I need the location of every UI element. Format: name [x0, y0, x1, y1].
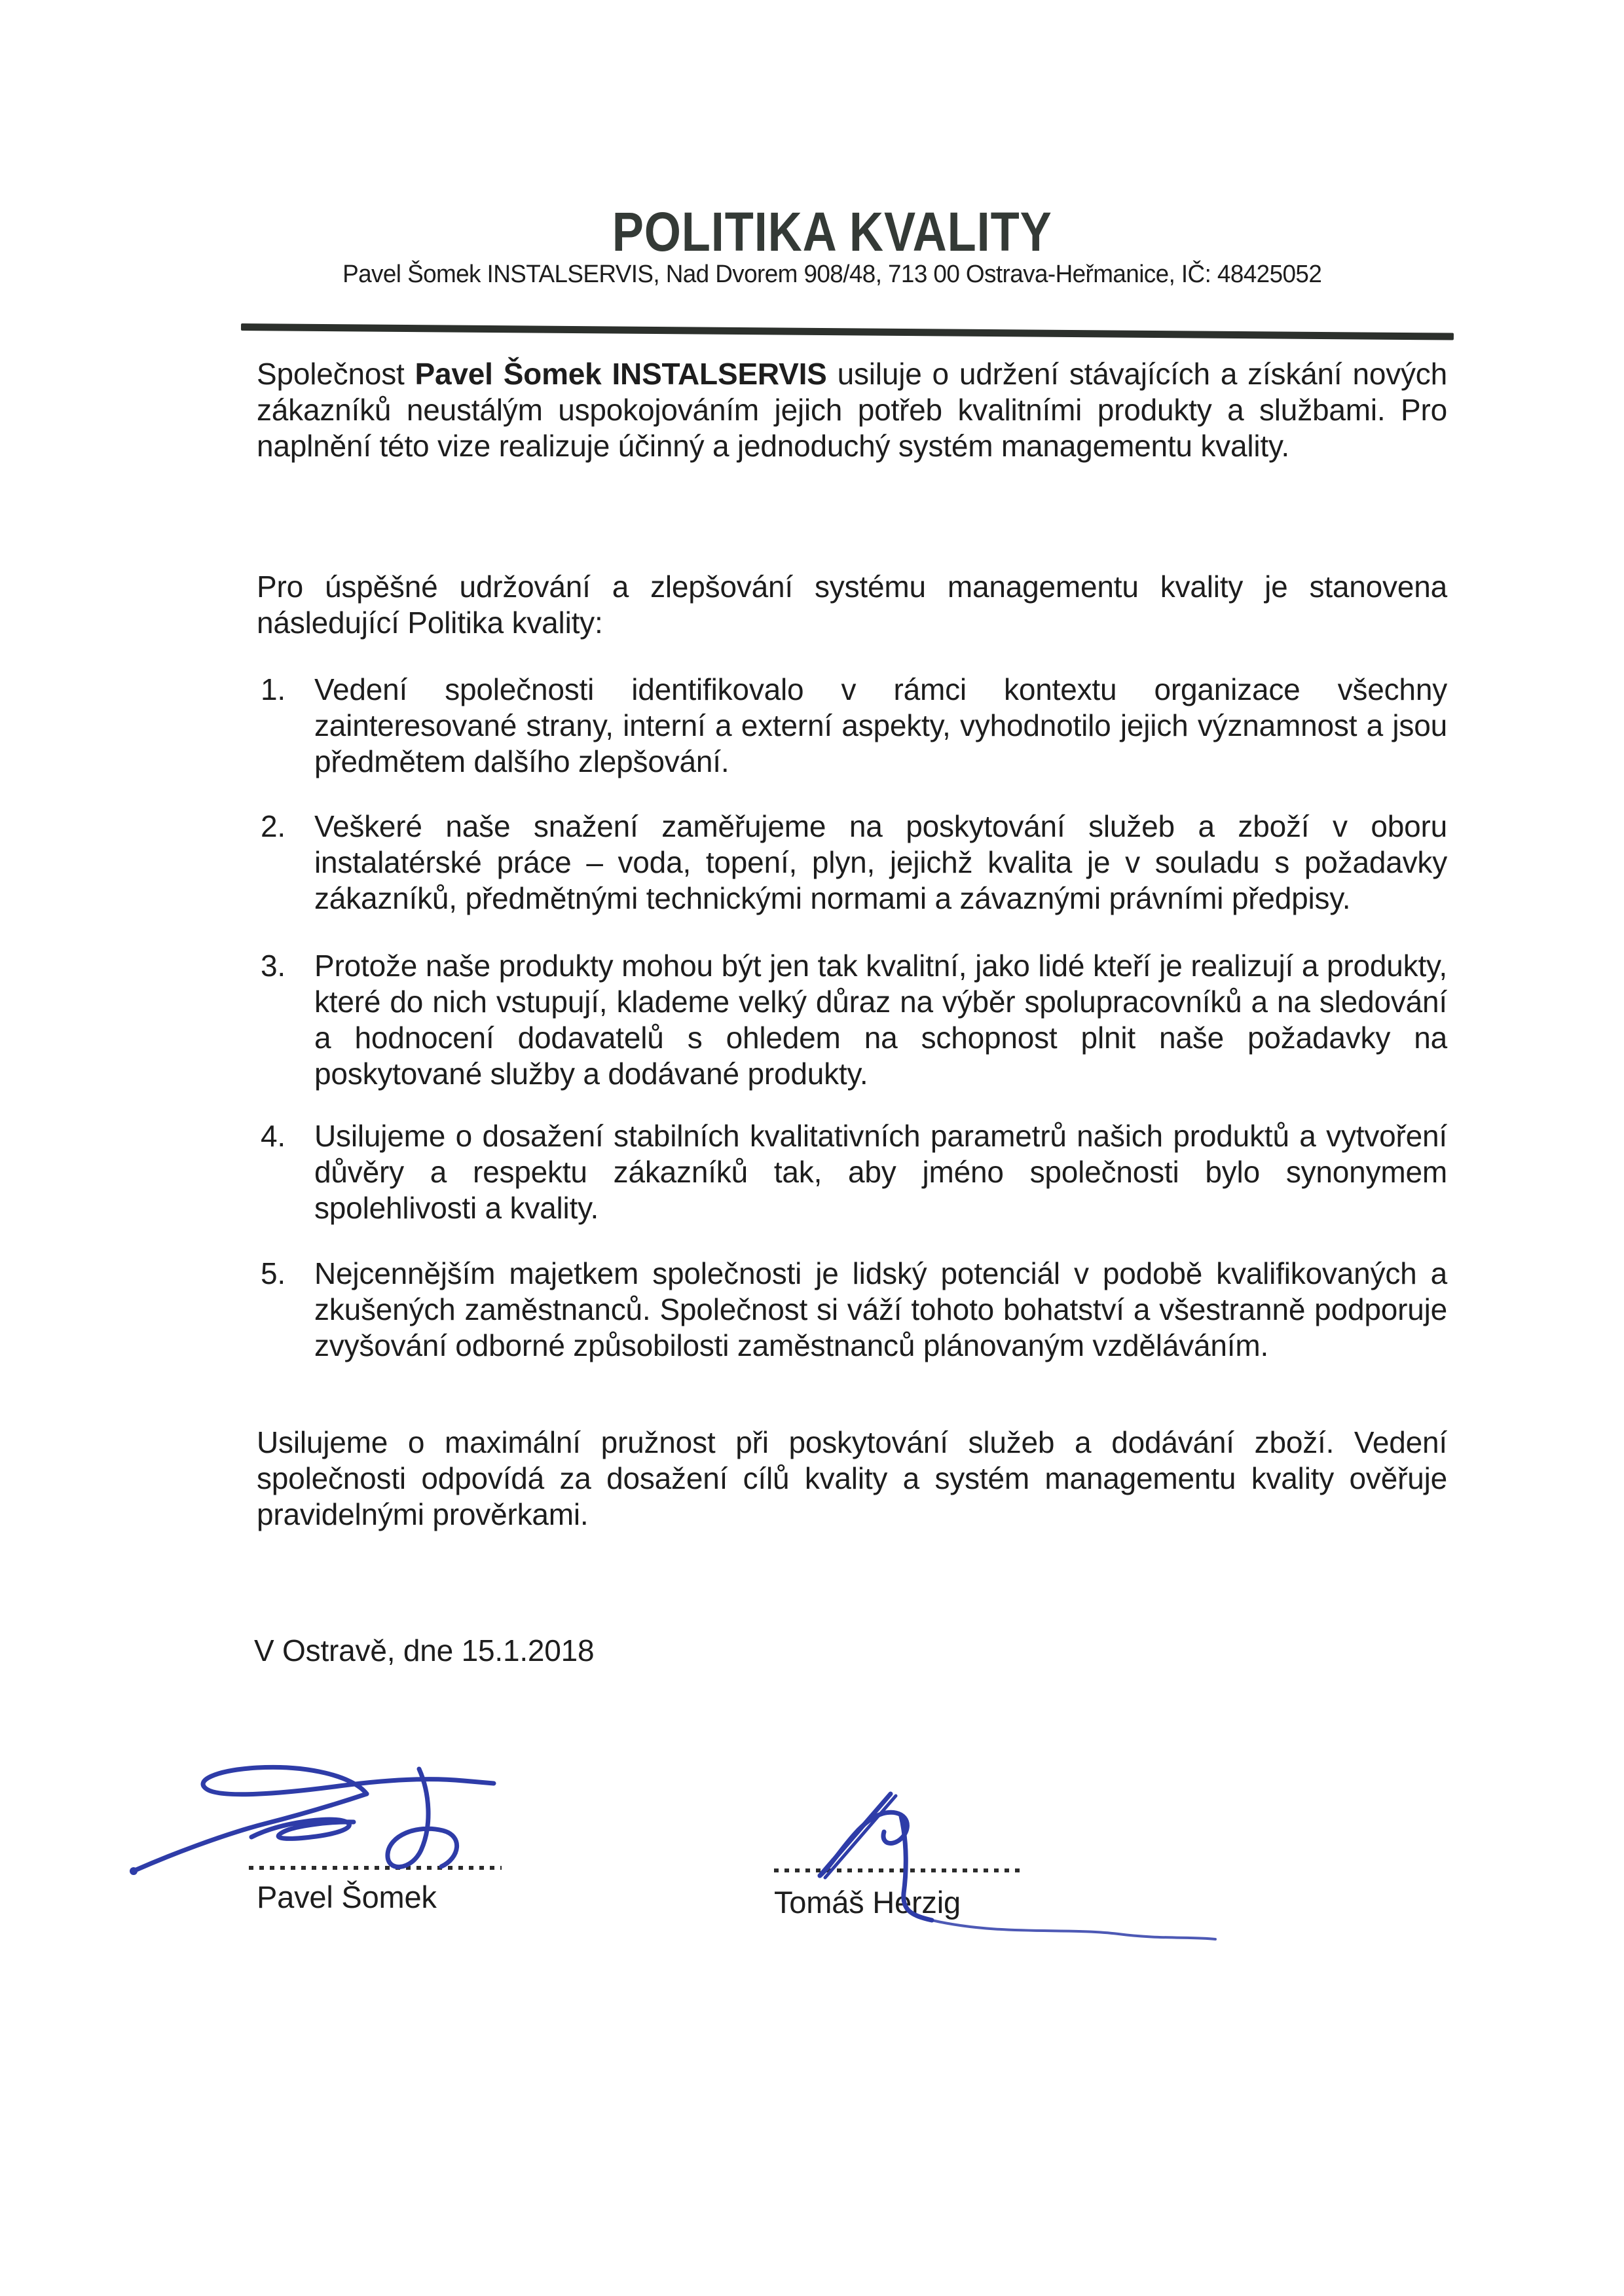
policy-intro-paragraph: Pro úspěšné udržování a zlepšování systému managementu kvality je stanovena následující Politika kvality: — [257, 570, 1447, 640]
list-item-text: Veškeré naše snažení zaměřujeme na poskytování služeb a zboží v oboru instalatérské práce – voda, topení, plyn, jejichž kvalita je v souladu s požadavky zákazníků, předmětnými technickými normami a závaznými právními předpisy. — [314, 809, 1448, 915]
list-item-number: 5. — [261, 1256, 286, 1290]
closing-paragraph: Usilujeme o maximální pružnost při poskytování služeb a dodávání zboží. Vedení společnosti odpovídá za dosažení cílů kvality a systém managementu kvality ověřuje pravidelnými prověrkami. — [257, 1425, 1447, 1531]
signature-dotted-line-left — [249, 1866, 502, 1870]
list-item-5 — [257, 1256, 1447, 1364]
list-item-text: Nejcennějším majetkem společnosti je lidský potenciál v podobě kvalifikovaných a zkušených zaměstnanců. Společnost si váží tohoto bohatství a všestranně podporuje zvyšování odborné způsobilosti zaměstnanců plánovaným vzděláváním. — [314, 1256, 1447, 1362]
list-item-text: Vedení společnosti identifikovalo v rámci kontextu organizace všechny zainteresované strany, interní a externí aspekty, vyhodnotilo jejich významnost a jsou předmětem dalšího zlepšování. — [314, 672, 1447, 778]
signature-pavel-somek — [123, 1760, 529, 1881]
document-header — [0, 201, 1624, 263]
horizontal-divider-rule — [241, 323, 1454, 340]
intro-paragraph: Společnost Pavel Šomek INSTALSERVIS usiluje o udržení stávajících a získání nových zákazníků neustálým uspokojováním jejich potřeb kvalitními produkty a službami. Pro naplnění této vize realizuje účinný a jednoduchý systém managementu kvality. — [257, 357, 1447, 463]
company-address-line: Pavel Šomek INSTALSERVIS, Nad Dvorem 908/48, 713 00 Ostrava-Heřmanice, IČ: 48425052 — [342, 261, 1322, 288]
list-item-number: 3. — [261, 949, 286, 983]
date-line: V Ostravě, dne 15.1.2018 — [254, 1633, 595, 1667]
list-item-number: 1. — [261, 672, 286, 706]
list-item-3 — [257, 948, 1447, 1092]
list-item-4 — [257, 1118, 1447, 1226]
list-item-1 — [257, 672, 1447, 780]
list-item-number: 2. — [261, 809, 286, 843]
company-subtitle-wrap — [0, 261, 1624, 289]
signature-dotted-line-right — [774, 1868, 1025, 1872]
list-item-number: 4. — [261, 1119, 286, 1153]
signatory-name-right: Tomáš Herzig — [774, 1885, 961, 1920]
list-item-text: Protože naše produkty mohou být jen tak kvalitní, jako lidé kteří je realizují a produkty, které do nich vstupují, klademe velký důraz na výběr spolupracovníků a na sledování a hodnocení dodavatelů s ohledem na schopnost plnit naše požadavky na poskytované služby a dodávané produkty. — [314, 949, 1447, 1091]
signatory-name-left: Pavel Šomek — [257, 1880, 437, 1914]
page-title: POLITIKA KVALITY — [612, 201, 1052, 263]
signature-tomas-herzig — [791, 1782, 1243, 1946]
list-item-2 — [257, 809, 1447, 917]
list-item-text: Usilujeme o dosažení stabilních kvalitativních parametrů našich produktů a vytvoření důvěry a respektu zákazníků tak, aby jméno společnosti bylo synonymem spolehlivosti a kvality. — [314, 1119, 1447, 1225]
